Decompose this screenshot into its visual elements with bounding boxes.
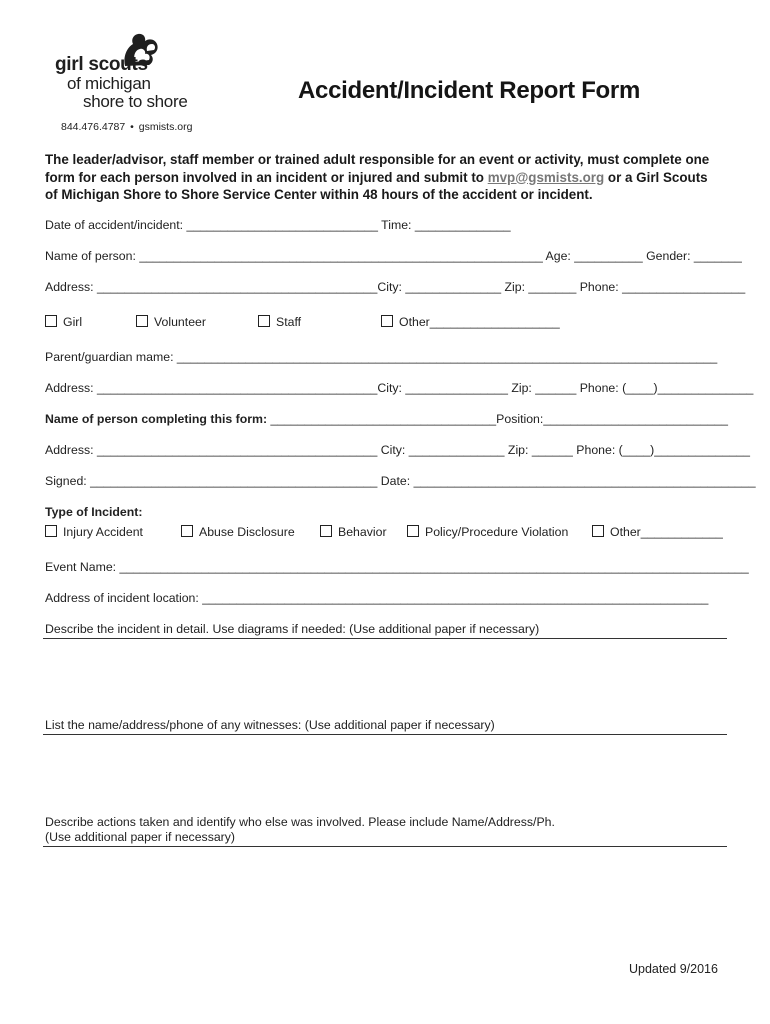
incident-type-injury[interactable] [45,525,143,539]
page-title: Accident/Incident Report Form [298,77,640,104]
completer-fields[interactable]: _________________________________Position:___________________________ [267,412,728,426]
checkbox-label: Volunteer [154,315,206,329]
checkbox-label: Behavior [338,525,387,539]
person-type-other[interactable] [381,315,560,329]
intro-paragraph [45,151,723,204]
checkbox[interactable] [136,315,148,327]
checkbox-label: Injury Accident [63,525,143,539]
actions-rule [43,846,727,847]
contact-phone: 844.476.4787 [61,121,126,133]
describe-incident-area[interactable] [43,640,727,715]
witnesses-label: List the name/address/phone of any witnesses: (Use additional paper if necessary) [45,718,495,732]
person-type-girl[interactable] [45,315,82,329]
checkbox[interactable] [381,315,393,327]
type-of-incident-label: Type of Incident: [45,505,143,519]
checkbox[interactable] [181,525,193,537]
actions-label-line-1: Describe actions taken and identify who else was involved. Please include Name/Address/Ph. [45,815,555,829]
person-type-volunteer[interactable] [136,315,206,329]
checkbox[interactable] [592,525,604,537]
contact-line [61,121,192,133]
actions-area[interactable] [43,848,727,948]
incident-type-abuse[interactable] [181,525,295,539]
completer-label: Name of person completing this form: [45,412,268,426]
checkbox[interactable] [320,525,332,537]
checkbox[interactable] [258,315,270,327]
incident-type-behavior[interactable] [320,525,387,539]
parent-guardian-row[interactable]: Parent/guardian mame: _______________________________________________________________________________ [45,350,718,364]
incident-type-policy[interactable] [407,525,568,539]
name-age-gender-row[interactable]: Name of person: ___________________________________________________________ Age: __________ Gender: _______ [45,249,742,263]
address-row-1[interactable]: Address: _________________________________________City: ______________ Zip: _______ Phone: __________________ [45,280,746,294]
logo-line-3: shore to shore [83,92,188,111]
updated-date: Updated 9/2016 [629,962,718,976]
logo-line-2: of michigan [67,74,151,93]
date-time-row[interactable]: Date of accident/incident: ____________________________ Time: ______________ [45,218,511,232]
logo-line-1: girl scouts [55,54,148,75]
checkbox[interactable] [407,525,419,537]
checkbox-label: Girl [63,315,83,329]
incident-location-row[interactable]: Address of incident location: __________________________________________________________________________ [45,591,709,605]
checkbox-label: Staff [276,315,302,329]
checkbox-label: Policy/Procedure Violation [425,525,569,539]
checkbox[interactable] [45,525,57,537]
contact-separator: • [130,121,134,133]
incident-type-other[interactable] [592,525,723,539]
signed-date-row[interactable]: Signed: __________________________________________ Date: __________________________________________________ [45,474,756,488]
person-type-staff[interactable] [258,315,301,329]
logo [55,32,225,112]
actions-label-line-2: (Use additional paper if necessary) [45,830,236,844]
address-row-3[interactable]: Address: _________________________________________ City: ______________ Zip: ______ Phone: (____)______________ [45,443,750,457]
address-row-2[interactable]: Address: _________________________________________City: _______________ Zip: ______ Phone: (____)______________ [45,381,754,395]
describe-incident-rule [43,638,727,639]
describe-incident-label: Describe the incident in detail. Use diagrams if needed: (Use additional paper if necessary) [45,622,540,636]
contact-website: gsmists.org [138,121,193,133]
checkbox[interactable] [45,315,57,327]
email-link[interactable]: mvp@gsmists.org [487,169,605,185]
witnesses-rule [43,734,727,735]
checkbox-label: Other____________ [610,525,723,539]
intro-text-after: or a Girl Scouts of Michigan Shore to Shore Service Center within 48 hours of the accident or incident. [45,169,708,202]
checkbox-label: Other___________________ [399,315,560,329]
event-name-row[interactable]: Event Name: ____________________________________________________________________________________________ [45,560,749,574]
completer-row[interactable] [45,412,728,426]
intro-text-before: The leader/advisor, staff member or trained adult responsible for an event or activity, must complete one form for each person involved in an incident or injured and submit to [45,152,710,185]
checkbox-label: Abuse Disclosure [199,525,295,539]
witnesses-area[interactable] [43,736,727,811]
